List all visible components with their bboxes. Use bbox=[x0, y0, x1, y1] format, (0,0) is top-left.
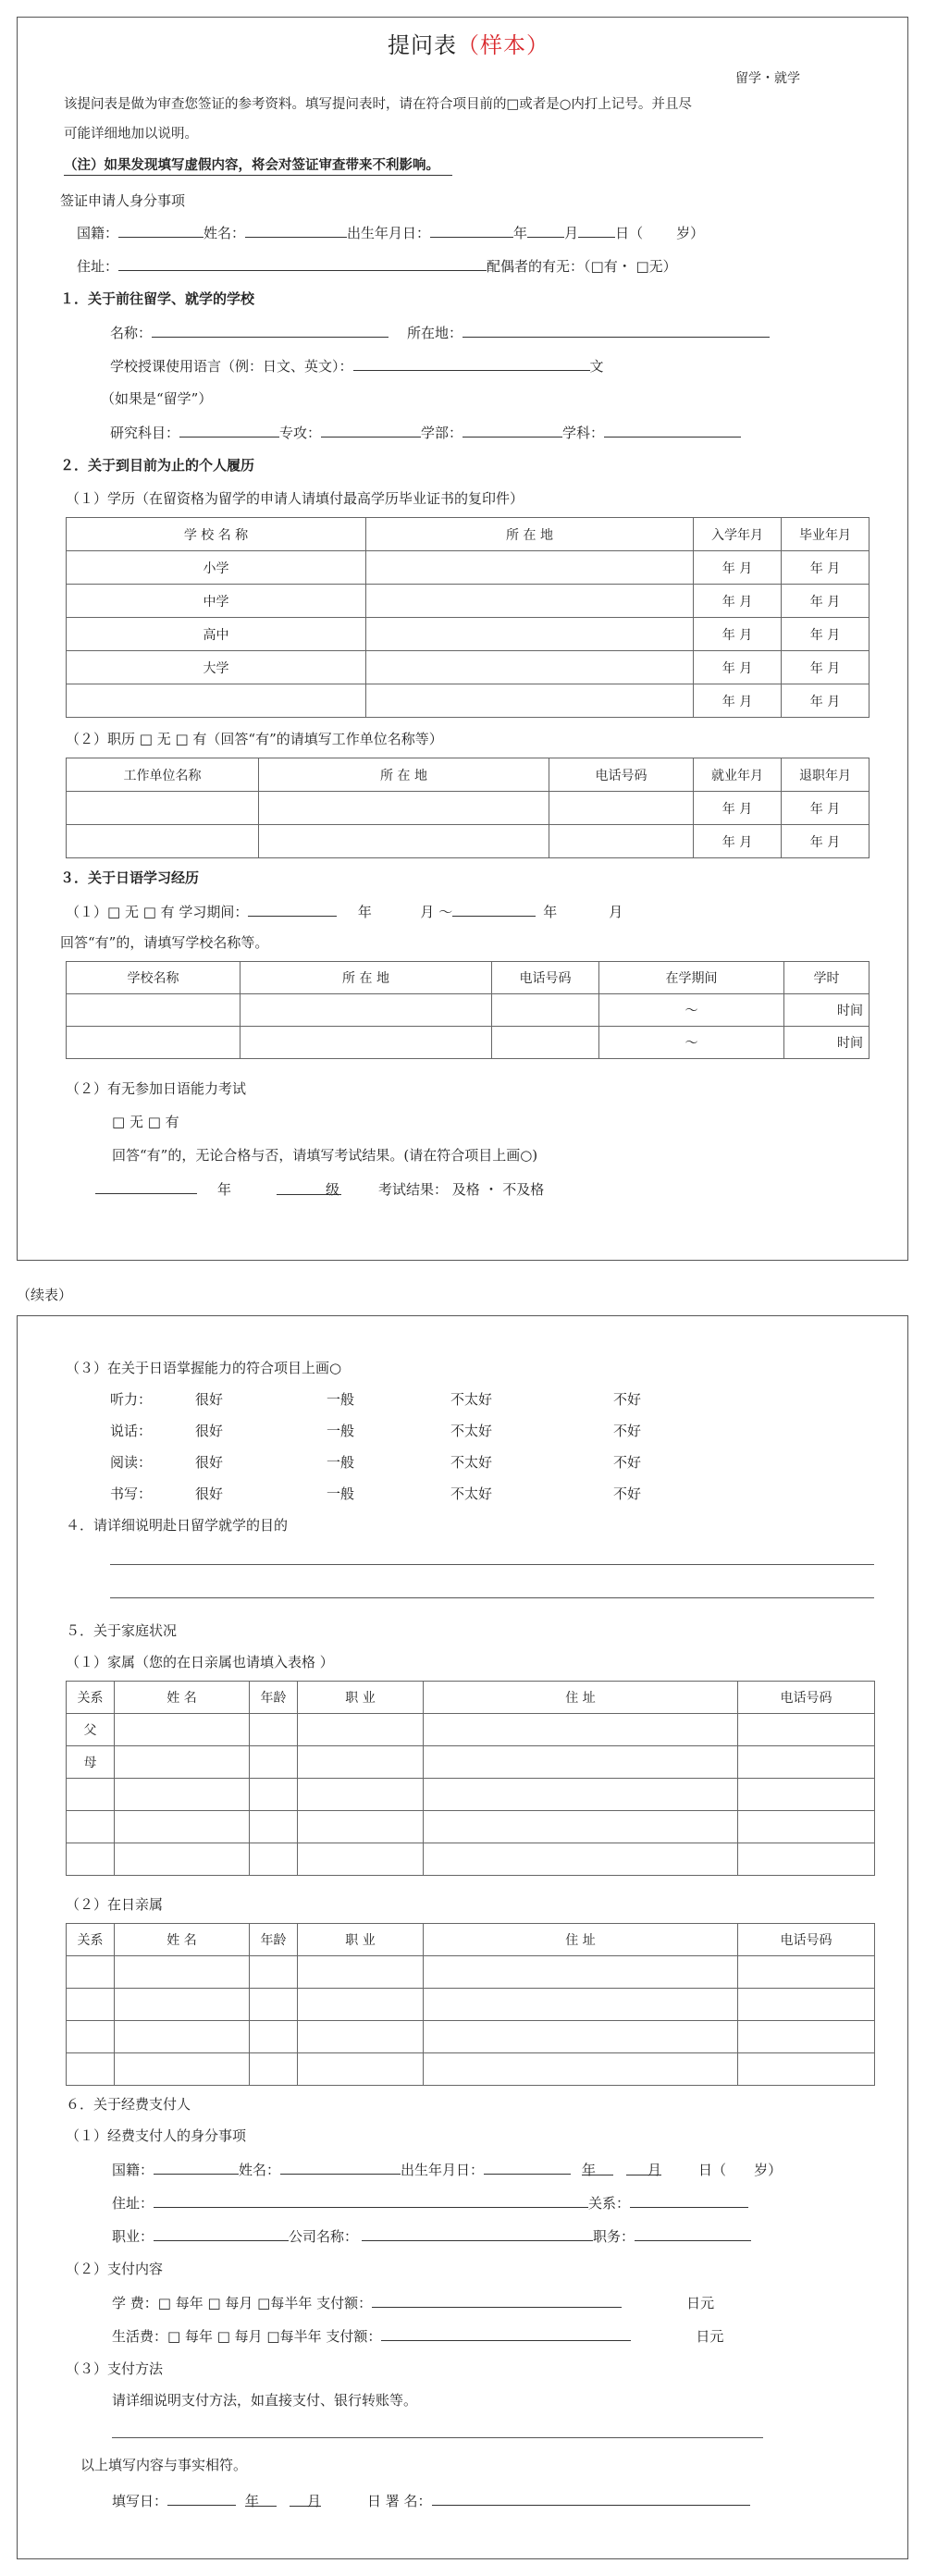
hours-cell[interactable]: 时间 bbox=[784, 1027, 870, 1059]
edu-header-enroll: 入学年月 bbox=[694, 518, 782, 551]
table-cell[interactable] bbox=[67, 825, 259, 858]
table-cell[interactable] bbox=[298, 1989, 424, 2021]
payer-name-field[interactable] bbox=[280, 2160, 401, 2175]
form-page-1 bbox=[17, 17, 908, 1261]
language-row: 学校授课使用语言（例：日文、英文）： 文 bbox=[110, 358, 604, 375]
table-cell[interactable] bbox=[424, 1746, 738, 1779]
table-cell[interactable] bbox=[298, 1956, 424, 1989]
school-name-field[interactable] bbox=[152, 323, 388, 338]
table-cell[interactable] bbox=[366, 551, 694, 585]
family-header-job: 职 业 bbox=[298, 1682, 424, 1714]
table-cell[interactable] bbox=[250, 1956, 298, 1989]
method-note: 请详细说明支付方法，如直接支付、银行转账等。 bbox=[112, 2392, 418, 2409]
work-header-end: 退职年月 bbox=[782, 758, 870, 792]
signature-field[interactable] bbox=[432, 2491, 750, 2506]
table-row bbox=[67, 2053, 875, 2086]
skill-row: 听力： 很好 一般 不太好 不好 bbox=[110, 1391, 642, 1408]
ability-label: （３）在关于日语掌握能力的符合项目上画○ bbox=[66, 1360, 342, 1376]
date-cell[interactable]: 年 月 bbox=[694, 551, 782, 585]
table-cell[interactable] bbox=[549, 792, 694, 825]
tuition-row: 学 费：□ 每年 □ 每月 □每半年 支付额： 日元 bbox=[112, 2295, 715, 2311]
title-sample-note: （样本） bbox=[457, 32, 549, 58]
payer-company-field[interactable] bbox=[362, 2226, 593, 2241]
address-field[interactable] bbox=[118, 256, 487, 271]
table-row bbox=[67, 585, 870, 618]
table-cell[interactable] bbox=[366, 684, 694, 718]
payer-label: （１）经费支付人的身分事项 bbox=[66, 2127, 247, 2144]
date-cell[interactable]: 年 月 bbox=[782, 618, 870, 651]
family-label: （１）家属（您的在日亲属也请填入表格 ） bbox=[66, 1654, 334, 1670]
fill-year-field[interactable] bbox=[167, 2491, 236, 2506]
edu-level: 高中 bbox=[67, 618, 366, 651]
table-cell[interactable] bbox=[492, 1027, 599, 1059]
living-row: 生活费：□ 每年 □ 每月 □每半年 支付额： 日元 bbox=[112, 2328, 724, 2345]
table-row bbox=[67, 1956, 875, 1989]
payer-row-2: 住址： 关系： bbox=[112, 2193, 748, 2212]
table-cell[interactable] bbox=[424, 1989, 738, 2021]
table-cell[interactable] bbox=[250, 2053, 298, 2086]
payer-birth-month-field[interactable]: 月 bbox=[626, 2161, 661, 2175]
section-2-heading: ２．关于到目前为止的个人履历 bbox=[60, 457, 255, 474]
family-table bbox=[66, 1681, 875, 1876]
birth-month-field[interactable] bbox=[527, 223, 564, 238]
family-header-age: 年龄 bbox=[250, 1682, 298, 1714]
table-cell[interactable] bbox=[298, 2053, 424, 2086]
payer-row-1: 国籍： 姓名： 出生年月日： 年 月 日（ 岁） bbox=[112, 2162, 783, 2178]
school-row: 名称： 所在地： bbox=[110, 323, 770, 342]
relation-cell[interactable] bbox=[67, 1779, 115, 1811]
table-cell[interactable] bbox=[738, 1714, 875, 1746]
date-cell[interactable]: 年 月 bbox=[694, 618, 782, 651]
date-cell[interactable]: 年 月 bbox=[782, 792, 870, 825]
work-header-phone: 电话号码 bbox=[549, 758, 694, 792]
table-cell[interactable] bbox=[738, 1811, 875, 1843]
payment-label: （２）支付内容 bbox=[66, 2261, 164, 2277]
table-cell[interactable] bbox=[424, 1779, 738, 1811]
table-cell[interactable] bbox=[115, 1714, 250, 1746]
payer-job-field[interactable] bbox=[154, 2226, 289, 2241]
table-cell[interactable] bbox=[424, 1714, 738, 1746]
family-header-address: 住 址 bbox=[424, 1682, 738, 1714]
work-history-label[interactable]: （２）职历 □ 无 □ 有（回答“有”的请填写工作单位名称等） bbox=[66, 731, 443, 747]
table-cell[interactable] bbox=[115, 1746, 250, 1779]
relatives-header-address: 住 址 bbox=[424, 1924, 738, 1956]
payer-address-field[interactable] bbox=[154, 2193, 588, 2208]
table-cell[interactable] bbox=[115, 1989, 250, 2021]
table-cell[interactable] bbox=[298, 1811, 424, 1843]
table-row bbox=[67, 1843, 875, 1876]
edu-header-graduate: 毕业年月 bbox=[782, 518, 870, 551]
date-cell[interactable]: 年 月 bbox=[694, 825, 782, 858]
work-table bbox=[66, 758, 870, 858]
skill-row: 阅读： 很好 一般 不太好 不好 bbox=[110, 1454, 642, 1471]
study-header-period: 在学期间 bbox=[599, 962, 784, 994]
table-row bbox=[67, 792, 870, 825]
date-cell[interactable]: 年 月 bbox=[782, 585, 870, 618]
table-cell[interactable] bbox=[259, 792, 549, 825]
study-header-hours: 学时 bbox=[784, 962, 870, 994]
table-cell[interactable] bbox=[115, 1779, 250, 1811]
edu-header-location: 所 在 地 bbox=[366, 518, 694, 551]
date-cell[interactable]: 年 月 bbox=[782, 684, 870, 718]
date-cell[interactable]: 年 月 bbox=[782, 825, 870, 858]
warning-note: （注）如果发现填写虚假内容，将会对签证审查带来不利影响。 bbox=[64, 156, 452, 176]
table-cell[interactable] bbox=[250, 1811, 298, 1843]
applicant-row-1: 国籍： 姓名： 出生年月日： 年 月 日（ 岁） bbox=[77, 225, 705, 241]
study-end-year-field[interactable] bbox=[452, 902, 536, 917]
table-row bbox=[67, 1811, 875, 1843]
table-cell[interactable] bbox=[424, 2053, 738, 2086]
table-row bbox=[67, 825, 870, 858]
section-1-heading: １．关于前往留学、就学的学校 bbox=[60, 290, 255, 307]
skill-row: 书写： 很好 一般 不太好 不好 bbox=[110, 1485, 642, 1502]
spouse-checkbox[interactable]: 配偶者的有无：（□有・ □无） bbox=[487, 258, 677, 275]
table-cell[interactable] bbox=[250, 1714, 298, 1746]
relatives-header-age: 年龄 bbox=[250, 1924, 298, 1956]
table-cell[interactable] bbox=[738, 1746, 875, 1779]
hours-cell[interactable]: 时间 bbox=[784, 994, 870, 1027]
table-cell[interactable] bbox=[424, 2021, 738, 2053]
name-field[interactable] bbox=[245, 223, 347, 238]
exam-result-options[interactable]: 考试结果： 及格 ・ 不及格 bbox=[378, 1181, 545, 1198]
date-cell[interactable]: 年 月 bbox=[694, 585, 782, 618]
table-cell[interactable] bbox=[115, 1811, 250, 1843]
department-field[interactable] bbox=[604, 423, 741, 438]
table-cell[interactable] bbox=[298, 1843, 424, 1876]
relatives-header-name: 姓 名 bbox=[115, 1924, 250, 1956]
faculty-field[interactable] bbox=[462, 423, 562, 438]
family-header-phone: 电话号码 bbox=[738, 1682, 875, 1714]
table-cell[interactable] bbox=[738, 1779, 875, 1811]
table-cell[interactable] bbox=[67, 1956, 115, 1989]
table-cell[interactable] bbox=[240, 994, 492, 1027]
applicant-row-2: 住址： 配偶者的有无：（□有・ □无） bbox=[77, 258, 677, 275]
skill-row: 说话： 很好 一般 不太好 不好 bbox=[110, 1423, 642, 1439]
table-cell[interactable] bbox=[738, 2021, 875, 2053]
table-cell[interactable] bbox=[250, 1779, 298, 1811]
table-row bbox=[67, 651, 870, 684]
table-cell[interactable] bbox=[240, 1027, 492, 1059]
table-cell[interactable] bbox=[298, 1746, 424, 1779]
table-cell[interactable] bbox=[366, 618, 694, 651]
date-cell[interactable]: 年 月 bbox=[694, 792, 782, 825]
relatives-header-relation: 关系 bbox=[67, 1924, 115, 1956]
table-cell[interactable] bbox=[115, 1956, 250, 1989]
table-cell[interactable] bbox=[250, 1843, 298, 1876]
table-row bbox=[67, 1779, 875, 1811]
tuition-frequency-options[interactable]: 学 费：□ 每年 □ 每月 □每半年 支付额： bbox=[112, 2295, 373, 2311]
work-header-location: 所 在 地 bbox=[259, 758, 549, 792]
section-6-heading: ６．关于经费支付人 bbox=[66, 2096, 191, 2113]
birth-day-field[interactable] bbox=[578, 223, 615, 238]
education-label: （１）学历（在留资格为留学的申请人请填付最高学历毕业证书的复印件） bbox=[66, 490, 524, 507]
if-study-note: （如果是“留学”） bbox=[101, 390, 213, 407]
table-row bbox=[67, 684, 870, 718]
education-table bbox=[66, 517, 870, 718]
table-cell[interactable] bbox=[67, 792, 259, 825]
table-cell[interactable] bbox=[424, 1811, 738, 1843]
study-header-school: 学校名称 bbox=[67, 962, 240, 994]
method-label: （３）支付方法 bbox=[66, 2360, 164, 2377]
study-checkbox[interactable]: （１）□ 无 □ 有 学习期间： bbox=[66, 904, 249, 920]
living-frequency-options[interactable]: 生活费：□ 每年 □ 每月 □每半年 支付额： bbox=[112, 2328, 382, 2345]
exam-label: （２）有无参加日语能力考试 bbox=[66, 1080, 247, 1097]
section-4-heading: ４．请详细说明赴日留学就学的目的 bbox=[66, 1517, 289, 1534]
edu-level: 中学 bbox=[67, 585, 366, 618]
form-page-2 bbox=[17, 1315, 908, 2559]
edu-level[interactable] bbox=[67, 684, 366, 718]
category-label: 留学・就学 bbox=[735, 71, 800, 86]
period-cell[interactable]: ～ bbox=[599, 1027, 784, 1059]
payer-row-3: 职业： 公司名称： 职务： bbox=[112, 2226, 751, 2246]
work-header-start: 就业年月 bbox=[694, 758, 782, 792]
birth-year-field[interactable] bbox=[430, 223, 513, 238]
table-cell[interactable] bbox=[250, 1989, 298, 2021]
work-header-company: 工作单位名称 bbox=[67, 758, 259, 792]
table-row bbox=[67, 618, 870, 651]
continued-label: （续表） bbox=[17, 1287, 73, 1303]
table-cell[interactable] bbox=[738, 1956, 875, 1989]
table-cell[interactable] bbox=[298, 2021, 424, 2053]
signature-row: 填写日： 年 月 日 署 名： bbox=[112, 2491, 750, 2510]
table-row bbox=[67, 1746, 875, 1779]
table-cell[interactable] bbox=[492, 994, 599, 1027]
table-cell[interactable] bbox=[738, 1843, 875, 1876]
date-cell[interactable]: 年 月 bbox=[782, 551, 870, 585]
japan-relatives-label: （２）在日亲属 bbox=[66, 1896, 164, 1913]
date-cell[interactable]: 年 月 bbox=[694, 684, 782, 718]
period-cell[interactable]: ～ bbox=[599, 994, 784, 1027]
nationality-field[interactable] bbox=[118, 223, 204, 238]
date-cell[interactable]: 年 月 bbox=[782, 651, 870, 684]
table-cell[interactable] bbox=[67, 2021, 115, 2053]
edu-level: 小学 bbox=[67, 551, 366, 585]
method-line[interactable] bbox=[112, 2437, 763, 2438]
study-answer-note: 回答“有”的，请填写学校名称等。 bbox=[60, 934, 269, 951]
applicant-heading: 签证申请人身分事项 bbox=[60, 192, 186, 209]
exam-level-field[interactable]: 级 bbox=[277, 1180, 341, 1195]
purpose-line[interactable] bbox=[110, 1564, 874, 1565]
table-cell[interactable] bbox=[366, 651, 694, 684]
date-cell[interactable]: 年 月 bbox=[694, 651, 782, 684]
relatives-header-job: 职 业 bbox=[298, 1924, 424, 1956]
edu-level: 大学 bbox=[67, 651, 366, 684]
intro-text-1: 该提问表是做为审查您签证的参考资料。填写提问表时，请在符合项目前的□或者是○内打上记号。并且尽 bbox=[64, 97, 692, 112]
truth-statement: 以上填写内容与事实相符。 bbox=[80, 2457, 248, 2473]
table-cell[interactable] bbox=[366, 585, 694, 618]
major-field[interactable] bbox=[321, 423, 421, 438]
form-title: 提问表（样本） bbox=[388, 32, 549, 58]
exam-note: 回答“有”的，无论合格与否，请填写考试结果。(请在符合项目上画○) bbox=[112, 1147, 538, 1164]
language-field[interactable] bbox=[353, 356, 590, 371]
table-row bbox=[67, 2021, 875, 2053]
family-header-name: 姓 名 bbox=[115, 1682, 250, 1714]
table-cell[interactable] bbox=[298, 1714, 424, 1746]
table-cell[interactable] bbox=[115, 1843, 250, 1876]
exam-result-row: 年 级 考试结果： 及格 ・ 不及格 bbox=[95, 1179, 544, 1199]
table-cell[interactable] bbox=[424, 1956, 738, 1989]
table-cell[interactable] bbox=[259, 825, 549, 858]
section-3-heading: ３．关于日语学习经历 bbox=[60, 869, 200, 886]
payer-position-field[interactable] bbox=[635, 2226, 751, 2241]
table-cell[interactable] bbox=[250, 2021, 298, 2053]
purpose-line[interactable] bbox=[110, 1597, 874, 1598]
school-location-field[interactable] bbox=[462, 323, 770, 338]
payer-nationality-field[interactable] bbox=[154, 2160, 239, 2175]
exam-year-field[interactable] bbox=[95, 1179, 197, 1194]
table-row bbox=[67, 1714, 875, 1746]
table-cell[interactable] bbox=[738, 2053, 875, 2086]
table-cell[interactable] bbox=[67, 2053, 115, 2086]
subject-field[interactable] bbox=[179, 423, 279, 438]
exam-checkbox[interactable]: □ 无 □ 有 bbox=[112, 1114, 179, 1130]
table-row bbox=[67, 1027, 870, 1059]
table-cell[interactable] bbox=[67, 994, 240, 1027]
table-cell[interactable] bbox=[424, 1843, 738, 1876]
study-header-phone: 电话号码 bbox=[492, 962, 599, 994]
relation-cell: 母 bbox=[67, 1746, 115, 1779]
table-cell[interactable] bbox=[67, 1989, 115, 2021]
relation-cell[interactable] bbox=[67, 1843, 115, 1876]
relation-cell: 父 bbox=[67, 1714, 115, 1746]
table-cell[interactable] bbox=[549, 825, 694, 858]
relatives-header-phone: 电话号码 bbox=[738, 1924, 875, 1956]
payer-relation-field[interactable] bbox=[630, 2193, 748, 2208]
living-amount-field[interactable] bbox=[381, 2326, 631, 2341]
research-row: 研究科目： 专攻： 学部： 学科： bbox=[110, 423, 741, 442]
japan-relatives-table bbox=[66, 1923, 875, 2086]
table-row bbox=[67, 1989, 875, 2021]
table-cell[interactable] bbox=[738, 1989, 875, 2021]
study-period-row: （１）□ 无 □ 有 学习期间： 年 月 ～ 年 月 bbox=[66, 904, 623, 920]
edu-header-school: 学 校 名 称 bbox=[67, 518, 366, 551]
intro-text-2: 可能详细地加以说明。 bbox=[64, 127, 198, 142]
payer-birth-year-field[interactable] bbox=[484, 2160, 571, 2175]
family-header-relation: 关系 bbox=[67, 1682, 115, 1714]
table-cell[interactable] bbox=[298, 1779, 424, 1811]
table-cell[interactable] bbox=[115, 2021, 250, 2053]
section-5-heading: ５．关于家庭状况 bbox=[66, 1622, 178, 1639]
relation-cell[interactable] bbox=[67, 1811, 115, 1843]
study-table bbox=[66, 961, 870, 1059]
tuition-amount-field[interactable] bbox=[372, 2293, 622, 2308]
fill-month-field[interactable]: 月 bbox=[290, 2492, 321, 2507]
table-cell[interactable] bbox=[67, 1027, 240, 1059]
table-row bbox=[67, 994, 870, 1027]
table-cell[interactable] bbox=[250, 1746, 298, 1779]
table-row bbox=[67, 551, 870, 585]
study-start-year-field[interactable] bbox=[248, 902, 337, 917]
study-header-location: 所 在 地 bbox=[240, 962, 492, 994]
table-cell[interactable] bbox=[115, 2053, 250, 2086]
